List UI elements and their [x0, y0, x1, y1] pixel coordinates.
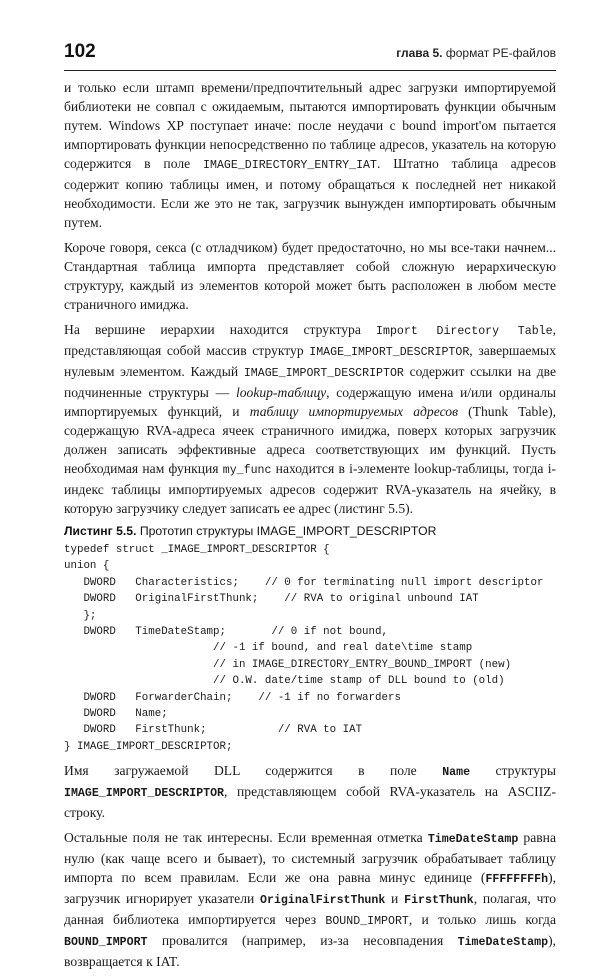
inline-code: FFFFFFFFh: [485, 873, 549, 887]
chapter-label: глава 5.: [396, 46, 443, 60]
inline-code: IMAGE_IMPORT_DESCRIPTOR: [64, 787, 225, 801]
paragraph-1-end: . Штатно таблица адресов содержит копию таблицы имен, и потому обращаться к последней нет никакой необходимости. Если же это не так, загрузчик вынужден импортировать обычным путем.: [64, 156, 556, 230]
inline-code: IMAGE_DIRECTORY_ENTRY_IAT: [203, 159, 377, 172]
inline-code: FirstThunk: [404, 894, 474, 908]
text-run: , завершаемых нулевым элементом. Каждый: [64, 343, 556, 379]
text-run: находится в i-элементе lookup-таблицы, тогда i-индекс таблицы импортируемых адресов содержит RVA-указатель на ячейку, в которую загрузчику следует записать ее адрес (листинг 5.5).: [64, 461, 556, 516]
code-listing: typedef struct _IMAGE_IMPORT_DESCRIPTOR { union { DWORD Characteristics; // 0 for terminating null import descriptor DWORD OriginalFirstThunk; // RVA to original unbound IAT }; DWORD TimeDateStamp; // 0 if not bound, // -1 if bound, and real date\time stamp // in IMAGE_DIRECTORY_ENTRY_BOUND_IMPORT (new) // O.W. date/time stamp of DLL bound to (old) DWORD ForwarderChain; // -1 if no forwarders DWORD Name; DWORD FirstThunk; // RVA to IAT } IMAGE_IMPORT_DESCRIPTOR;: [64, 544, 544, 753]
italic-term: lookup-таблицу: [235, 385, 327, 400]
inline-code: IMAGE_IMPORT_DESCRIPTOR: [309, 346, 470, 359]
text-run: (Thunk Table), содержащую RVA-адреса ячеек страничного имиджа, поверх которых загрузчик должен записать эффективные адреса соответствующих им функций. Пусть необходимая нам функция: [64, 404, 557, 476]
listing-title: Прототип структуры IMAGE_IMPORT_DESCRIPTOR: [136, 524, 437, 538]
inline-code: TimeDateStamp: [427, 833, 519, 847]
text-run: , представляющая собой массив структур: [64, 322, 556, 358]
page-header: [64, 40, 556, 71]
listing-caption: [64, 524, 556, 538]
paragraph-1: [64, 78, 556, 232]
inline-code: IMAGE_IMPORT_DESCRIPTOR: [243, 367, 404, 380]
inline-code: TimeDateStamp: [457, 936, 549, 950]
text-run: равна нулю (как чаще всего и бывает), то системный загрузчик обрабатывает таблицу импорта по всем правилам. Если же она равна минус единице (: [64, 830, 556, 886]
text-run: ), возвращается к IAT.: [64, 933, 556, 970]
text-run: и: [385, 891, 405, 907]
text-run: На вершине иерархии находится структура: [64, 322, 377, 337]
inline-code: Name: [442, 766, 471, 780]
text-run: , представляющем собой RVA-указатель на ASCIIZ-строку.: [64, 784, 556, 821]
text-run: ), загрузчик игнорирует указатели: [64, 870, 556, 907]
text-run: , и только лишь когда: [408, 912, 556, 928]
paragraph-4: [64, 761, 556, 822]
text-run: , содержащую имена и/или ординалы импортируемых функций, и: [64, 385, 556, 419]
inline-code: BOUND_IMPORT: [325, 915, 409, 929]
text-run: содержит ссылки на две подчиненные структуры —: [64, 364, 556, 400]
listing-label: Листинг 5.5.: [64, 524, 137, 538]
italic-term: таблицу импортируемых адресов: [249, 404, 458, 419]
inline-code: OriginalFirstThunk: [260, 894, 386, 908]
text-run: структуры: [470, 763, 556, 779]
text-run: Остальные поля не так интересны. Если временная отметка: [64, 830, 428, 846]
paragraph-3: [64, 320, 556, 518]
inline-code: Import Directory Table: [376, 325, 553, 338]
inline-code: my_func: [222, 464, 272, 477]
text-run: провалится (например, из-за несовпадения: [147, 933, 458, 949]
page-number: 102: [64, 41, 96, 62]
text-run: Имя загружаемой DLL содержится в поле: [64, 763, 443, 779]
inline-code: BOUND_IMPORT: [64, 936, 148, 950]
paragraph-1-text: и только если штамп времени/предпочтительный адрес загрузки импортируемой библиотеки не совпал с ожидаемым, пытаются импортировать функции обычным путем. Windows XP поступает иначе: после неудачи с bound import'ом пытается импортировать функции непосредственно по таблице адресов, указатель на которую содержится в поле: [64, 80, 556, 171]
running-head: [396, 46, 556, 60]
text-run: , полагая, что данная библиотека импортируется через: [64, 891, 556, 928]
paragraph-5: [64, 828, 556, 971]
chapter-title: формат PE-файлов: [442, 46, 556, 60]
page-content: [64, 78, 556, 977]
paragraph-2: Короче говоря, секса (с отладчиком) будет предостаточно, но мы все-таки начнем... Стандартная таблица импорта представляет собой сложную иерархическую структуру, каждый из элементов которой может быть расположен в любом месте страничного имиджа.: [64, 240, 556, 312]
